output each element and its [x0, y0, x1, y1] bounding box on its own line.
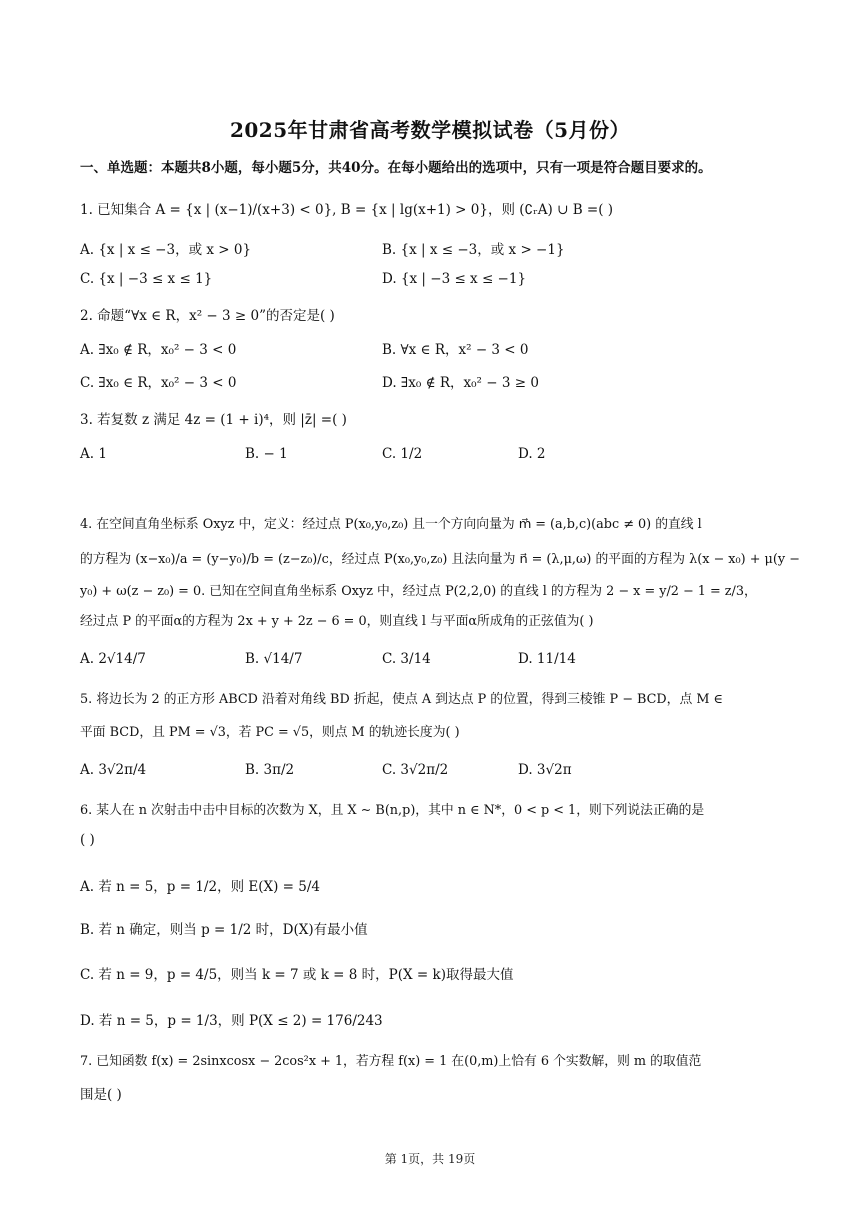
question-4-stem-line-3: y₀) + ω(z − z₀) = 0. 已知在空间直角坐标系 Oxyz 中，经过点 P(2,2,0) 的直线 l 的方程为 2 − x = y/2 − 1 = z/3， — [80, 584, 757, 599]
question-6-stem-line-2: ( ) — [80, 832, 95, 848]
question-1-option-d: D. {x | −3 ≤ x ≤ −1} — [382, 271, 527, 287]
question-4-option-a: A. 2√14/7 — [80, 651, 146, 667]
question-3-option-c: C. 1/2 — [382, 446, 423, 462]
question-2-stem: 2. 命题“∀x ∈ R，x² − 3 ≥ 0”的否定是( ) — [80, 308, 335, 324]
question-2-option-b: B. ∀x ∈ R，x² − 3 < 0 — [382, 342, 529, 358]
question-5-stem-line-1: 5. 将边长为 2 的正方形 ABCD 沿着对角线 BD 折起，使点 A 到达点 P 的位置，得到三棱锥 P − BCD，点 M ∈ — [80, 692, 723, 707]
question-5-option-c: C. 3√2π/2 — [382, 762, 449, 778]
question-1-option-b: B. {x | x ≤ −3，或 x > −1} — [382, 242, 565, 258]
question-3-stem: 3. 若复数 z 满足 4z = (1 + i)⁴，则 |z̄| =( ) — [80, 412, 347, 428]
question-6-option-a: A. 若 n = 5，p = 1/2，则 E(X) = 5/4 — [80, 879, 320, 895]
question-2-option-d: D. ∃x₀ ∉ R，x₀² − 3 ≥ 0 — [382, 375, 539, 391]
page-title: 2025年甘肃省高考数学模拟试卷（5月份） — [229, 118, 631, 142]
question-1-stem: 1. 已知集合 A = {x | (x−1)/(x+3) < 0}, B = {x | lg(x+1) > 0}，则 (∁ᵣA) ∪ B =( ) — [80, 202, 614, 218]
question-1-option-c: C. {x | −3 ≤ x ≤ 1} — [80, 271, 213, 287]
question-4-stem-line-2: 的方程为 (x−x₀)/a = (y−y₀)/b = (z−z₀)/c，经过点 P(x₀,y₀,z₀) 且法向量为 n⃗ = (λ,μ,ω) 的平面的方程为 λ(x − x₀) + μ(y − — [80, 552, 800, 567]
question-3-option-a: A. 1 — [80, 446, 107, 462]
question-7-stem-line-1: 7. 已知函数 f(x) = 2sinxcosx − 2cos²x + 1，若方程 f(x) = 1 在(0,m)上恰有 6 个实数解，则 m 的取值范 — [80, 1054, 702, 1069]
question-4-stem-line-4: 经过点 P 的平面α的方程为 2x + y + 2z − 6 = 0，则直线 l 与平面α所成角的正弦值为( ) — [80, 614, 594, 629]
question-1-option-a: A. {x | x ≤ −3，或 x > 0} — [80, 242, 252, 258]
question-6-option-c: C. 若 n = 9，p = 4/5，则当 k = 7 或 k = 8 时，P(X = k)取得最大值 — [80, 967, 514, 983]
question-2-option-c: C. ∃x₀ ∈ R，x₀² − 3 < 0 — [80, 375, 237, 391]
question-6-option-d: D. 若 n = 5，p = 1/3，则 P(X ≤ 2) = 176/243 — [80, 1013, 383, 1029]
question-2-option-a: A. ∃x₀ ∉ R，x₀² − 3 < 0 — [80, 342, 237, 358]
question-7-stem-line-2: 围是( ) — [80, 1087, 122, 1103]
question-4-option-b: B. √14/7 — [245, 651, 303, 667]
question-3-option-b: B. − 1 — [245, 446, 288, 462]
question-4-option-c: C. 3/14 — [382, 651, 431, 667]
question-6-stem-line-1: 6. 某人在 n 次射击中击中目标的次数为 X，且 X ∼ B(n,p)，其中 n ∈ N*，0 < p < 1，则下列说法正确的是 — [80, 803, 705, 818]
question-4-option-d: D. 11/14 — [518, 651, 576, 667]
question-3-option-d: D. 2 — [518, 446, 546, 462]
section-heading: 一、单选题：本题共8小题，每小题5分，共40分。在每小题给出的选项中，只有一项是符合题目要求的。 — [80, 160, 712, 176]
question-4-stem-line-1: 4. 在空间直角坐标系 Oxyz 中，定义：经过点 P(x₀,y₀,z₀) 且一个方向向量为 m⃗ = (a,b,c)(abc ≠ 0) 的直线 l — [80, 517, 702, 532]
question-5-option-d: D. 3√2π — [518, 762, 572, 778]
question-5-option-a: A. 3√2π/4 — [80, 762, 147, 778]
question-5-stem-line-2: 平面 BCD，且 PM = √3，若 PC = √5，则点 M 的轨迹长度为( ) — [80, 725, 460, 740]
page-footer: 第 1页，共 19页 — [384, 1152, 476, 1166]
question-6-option-b: B. 若 n 确定，则当 p = 1/2 时，D(X)有最小值 — [80, 922, 368, 938]
question-5-option-b: B. 3π/2 — [245, 762, 295, 778]
